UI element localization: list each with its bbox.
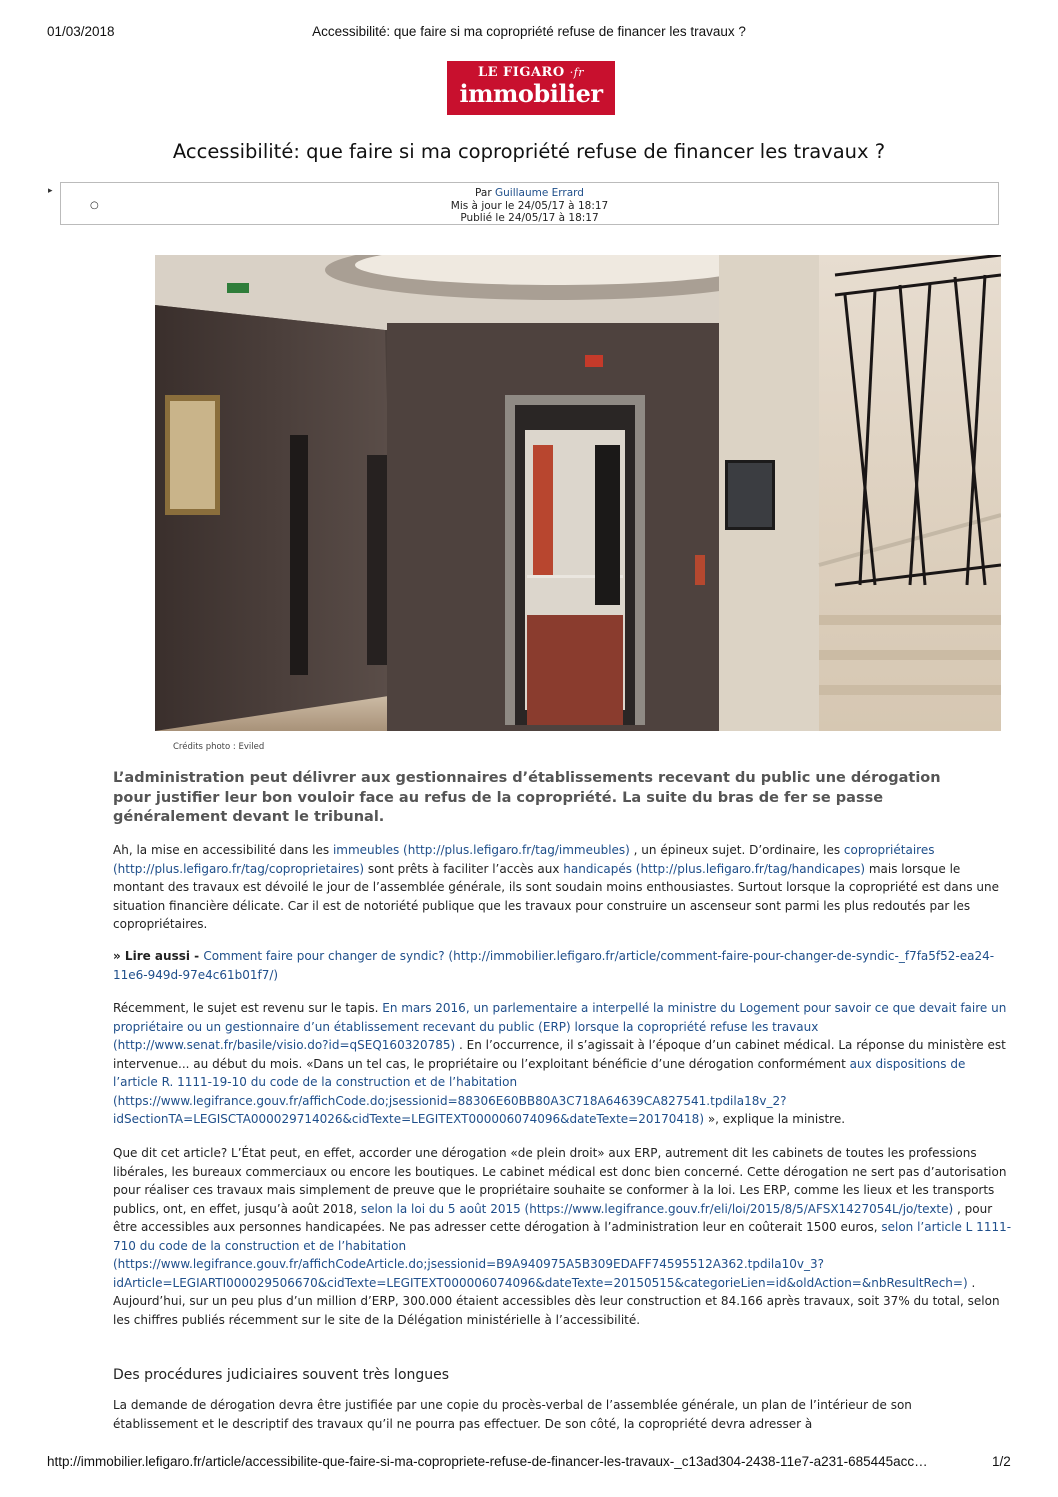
read-also-label: » Lire aussi -	[113, 949, 204, 963]
author-link[interactable]: Guillaume Errard	[494, 187, 584, 199]
article-lead: L’administration peut délivrer aux gestionnaires d’établissements recevant du public une dérogation pour justifier leur bon vouloir face au refus de la copropriété. La suite du bras de fer se passe généralement devant le tribunal.	[113, 770, 941, 825]
link-immeubles[interactable]: immeubles (http://plus.lefigaro.fr/tag/immeubles)	[332, 843, 630, 857]
logo-line2: immobilier	[459, 79, 603, 108]
byline: Par Guillaume Errard	[475, 187, 584, 199]
link-article-r1111[interactable]: aux dispositions de l’article R. 1111-19-10 du code de la construction et de l’habitation (https://www.legifrance.gouv.fr/affichCode.do;jsessionid=88306E60BB80A3C718A64639CA827541.tpdila18v_2?idSectionTA=LEGISCTA000029714026&cidTexte=LEGITEXT000006074096&dateTexte=20170418)	[113, 1056, 966, 1126]
paragraph-5: La demande de dérogation devra être justifiée par une copie du procès-verbal de l’assemblée générale, un plan de l’intérieur de son établissement et le descriptif des travaux qu’il ne pourra pas effectuer. De son côté, la copropriété devra adresser à	[113, 1398, 912, 1431]
print-footer-url: http://immobilier.lefigaro.fr/article/accessibilite-que-faire-si-ma-copropriete-refuse-de-financer-les-travaux-_c13ad304-2438-11e7-a231-685445acc…	[47, 1454, 928, 1469]
bullet-icon: ▸	[48, 186, 53, 196]
article-title: Accessibilité: que faire si ma copropriété refuse de financer les travaux ?	[172, 140, 886, 163]
page-number: 1/2	[992, 1454, 1011, 1469]
link-handicapes[interactable]: handicapés (http://plus.lefigaro.fr/tag/handicapes)	[563, 861, 866, 876]
link-coproprietaires[interactable]: copropriétaires (http://plus.lefigaro.fr/tag/coproprietaires)	[113, 843, 935, 876]
paragraph-4: Que dit cet article? L’État peut, en effet, accorder une dérogation «de plein droit» aux ERP, autrement dit les cabinets de toutes les professions libérales, les bureaux commerciaux ou encore les boutiques. Le cabinet médical est donc bien concerné. Cette dérogation ne sert pas d’autorisation pour réaliser ces travaux mais simplement de preuve que le propriétaire souhaite se conformer à la loi. Les ERP, comme les lieux et les transports publics, ont, en effet, jusqu’à août 2018, selon la loi du 5 août 2015 (https://www.legifrance.gouv.fr/eli/loi/2015/8/5/AFSX1427054L/jo/texte) , pour être accessibles aux personnes handicapées. Ne pas adresser cette dérogation à l’administration leur en coûterait 1500 euros, selon l’article L 1111-710 du code de la construction et de l’habitation (https://www.legifrance.gouv.fr/affichCodeArticle.do;jsessionid=B9A940975A5B309EDAFF74595512A362.tpdila10v_3?idArticle=LEGIARTI000029506670&cidTexte=LEGITEXT000006074096&dateTexte=20150515&categorieLien=id&oldAction=&nbResultRech=) . Aujourd’hui, sur un peu plus d’un million d’ERP, 300.000 étaient accessibles dès leur construction et 84.166 après travaux, soit 37% du total, selon les chiffres publiés récemment sur le site de la Délégation ministérielle à l’accessibilité.	[113, 1146, 1012, 1327]
updated-date: Mis à jour le 24/05/17 à 18:17	[450, 199, 609, 212]
section-heading: Des procédures judiciaires souvent très longues	[113, 1367, 450, 1383]
link-changer-syndic[interactable]: Comment faire pour changer de syndic? (http://immobilier.lefigaro.fr/article/comment-faire-pour-changer-de-syndic-_f7fa5f52-ea24-11e6-949d-97e4c61b01f7/)	[113, 949, 995, 982]
print-header-title: Accessibilité: que faire si ma copropriété refuse de financer les travaux ?	[312, 24, 746, 39]
link-loi-2015[interactable]: selon la loi du 5 août 2015 (https://www.legifrance.gouv.fr/eli/loi/2015/8/5/AFSX1427054L/jo/texte)	[360, 1201, 954, 1216]
hallway-elevator-photo	[155, 255, 1001, 731]
photo-credit: Crédits photo : Eviled	[173, 742, 265, 752]
link-senat-question[interactable]: En mars 2016, un parlementaire a interpellé la ministre du Logement pour savoir ce que devait faire un propriétaire ou un gestionnaire d’un établissement recevant du public (ERP) lorsque la copropriété refuse les travaux (http://www.senat.fr/basile/visio.do?id=qSEQ160320785)	[113, 1001, 1007, 1052]
paragraph-read-also	[113, 947, 1013, 984]
paragraph-3: Récemment, le sujet est revenu sur le tapis. En mars 2016, un parlementaire a interpellé la ministre du Logement pour savoir ce que devait faire un propriétaire ou un gestionnaire d’un établissement recevant du public (ERP) lorsque la copropriété refuse les travaux (http://www.senat.fr/basile/visio.do?id=qSEQ160320785) . En l’occurrence, il s’agissait à l’époque d’un cabinet médical. La réponse du ministère est intervenue... au début du mois. «Dans un tel cas, le propriétaire ou l’exploitant bénéficie d’une dérogation conformément aux dispositions de l’article R. 1111-19-10 du code de la construction et de l’habitation (https://www.legifrance.gouv.fr/affichCode.do;jsessionid=88306E60BB80A3C718A64639CA827541.tpdila18v_2?idSectionTA=LEGISCTA000029714026&cidTexte=LEGITEXT000006074096&dateTexte=20170418) », explique la ministre.	[113, 1001, 1007, 1126]
published-date: Publié le 24/05/17 à 18:17	[460, 212, 599, 224]
le-figaro-immobilier-logo[interactable]	[447, 61, 615, 115]
circle-bullet-icon: ○	[90, 200, 99, 211]
link-article-l1111-url[interactable]: (https://www.legifrance.gouv.fr/affichCodeArticle.do;jsessionid=B9A940975A5B309EDAFF74595512A362.tpdila10v_3?idArticle=LEGIARTI000029506670&cidTexte=LEGITEXT000006074096&dateTexte=20150515&categorieLien=id&oldAction=&nbResultRech=)	[113, 1257, 968, 1290]
print-date: 01/03/2018	[47, 24, 115, 39]
link-article-l1111[interactable]: selon l’article L 1111-710 du code de la construction et de l’habitation	[113, 1220, 1012, 1253]
article-meta-box	[60, 182, 999, 225]
logo-line1: LE FIGARO ·fr	[477, 65, 585, 80]
paragraph-1: Ah, la mise en accessibilité dans les immeubles (http://plus.lefigaro.fr/tag/immeubles) , un épineux sujet. D’ordinaire, les copropriétaires (http://plus.lefigaro.fr/tag/coproprietaires) sont prêts à faciliter l’accès aux handicapés (http://plus.lefigaro.fr/tag/handicapes) mais lorsque le montant des travaux est dévoilé le jour de l’assemblée générale, ils sont soudain moins enthousiastes. Surtout lorsque la copropriété est dans une situation financière délicate. Car il est de notoriété publique que les travaux pour construire un ascenseur sont parmi les plus redoutés par les copropriétaires.	[113, 843, 999, 931]
